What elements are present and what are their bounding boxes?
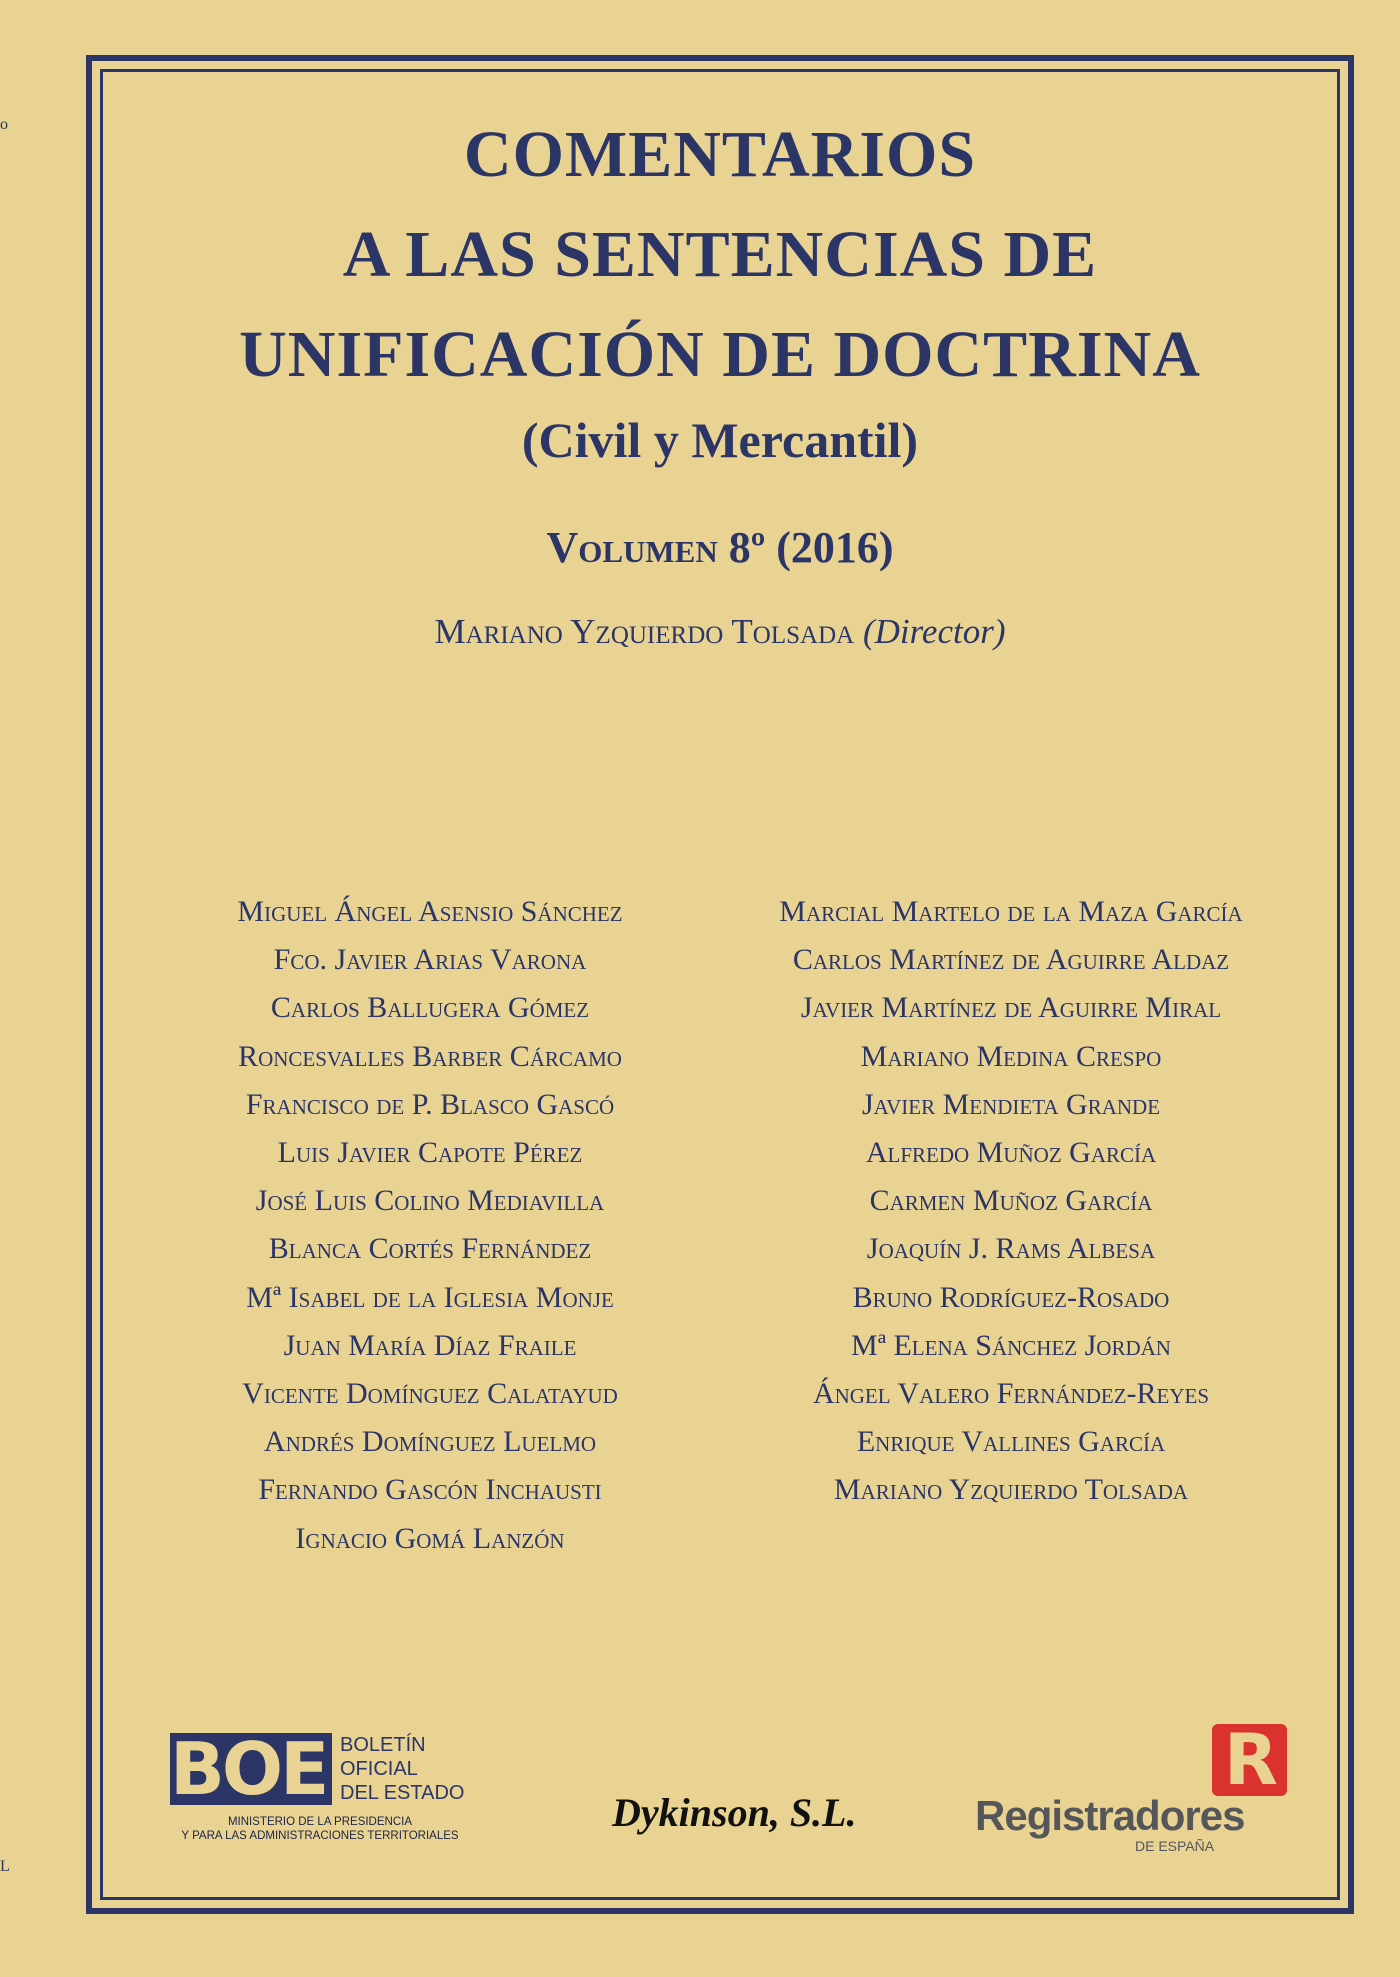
author-name: Enrique Vallines García xyxy=(856,1425,1166,1459)
title-line-2: A LAS SENTENCIAS DE xyxy=(342,218,1098,291)
author-name: Ángel Valero Fernández-Reyes xyxy=(812,1377,1210,1411)
author-name: Alfredo Muñoz García xyxy=(865,1136,1157,1170)
boe-ministry-line-1: MINISTERIO DE LA PRESIDENCIA xyxy=(227,1816,413,1828)
registradores-subtitle: DE ESPAÑA xyxy=(1135,1838,1215,1854)
director-role: (Director) xyxy=(862,612,1006,651)
author-name: Vicente Domínguez Calatayud xyxy=(242,1377,618,1411)
author-name: Javier Martínez de Aguirre Miral xyxy=(800,991,1222,1025)
authors-list-left xyxy=(150,888,710,1563)
book-subtitle: (Civil y Mercantil) xyxy=(521,412,919,468)
author-name: Juan María Díaz Fraile xyxy=(283,1328,577,1362)
boe-name-line-3: DEL ESTADO xyxy=(340,1782,465,1804)
book-title xyxy=(100,105,1340,475)
registradores-mark xyxy=(1212,1719,1287,1801)
author-name: Andrés Domínguez Luelmo xyxy=(263,1425,597,1459)
author-name: Marcial Martelo de la Maza García xyxy=(779,895,1243,928)
author-name: Miguel Ángel Asensio Sánchez xyxy=(237,895,623,928)
author-name: Carlos Martínez de Aguirre Aldaz xyxy=(792,943,1230,977)
volume-label: Volumen 8º (2016) xyxy=(546,523,894,572)
author-name: Mariano Medina Crespo xyxy=(860,1039,1162,1073)
spine-mark-bottom: L xyxy=(0,1858,10,1875)
author-name: Carlos Ballugera Gómez xyxy=(270,991,590,1025)
author-name: Bruno Rodríguez-Rosado xyxy=(852,1280,1170,1314)
author-name: Luis Javier Capote Pérez xyxy=(277,1136,583,1170)
registradores-logo xyxy=(975,1719,1295,1854)
author-name: Ignacio Gomá Lanzón xyxy=(295,1521,565,1555)
author-name: Roncesvalles Barber Cárcamo xyxy=(238,1039,622,1073)
registradores-name: Registradores xyxy=(975,1792,1245,1839)
registradores-r-letter: R xyxy=(1224,1719,1278,1801)
boe-name-line-2: OFICIAL xyxy=(340,1758,418,1780)
spine-mark-top: o xyxy=(0,116,8,133)
title-line-3: UNIFICACIÓN DE DOCTRINA xyxy=(239,318,1201,391)
author-name: Fco. Javier Arias Varona xyxy=(273,943,587,977)
dykinson-logo: Dykinson, S.L. xyxy=(612,1790,857,1835)
author-name: Carmen Muñoz García xyxy=(869,1184,1153,1218)
director-line xyxy=(100,612,1340,652)
director-name: Mariano Yzquierdo Tolsada xyxy=(434,612,855,651)
boe-ministry-line-2: Y PARA LAS ADMINISTRACIONES TERRITORIALES xyxy=(181,1830,459,1842)
boe-name xyxy=(340,1733,464,1805)
author-name: Joaquín J. Rams Albesa xyxy=(866,1232,1156,1266)
boe-name-line-1: BOLETÍN xyxy=(340,1734,426,1756)
author-name: Mariano Yzquierdo Tolsada xyxy=(833,1473,1189,1507)
author-name: Mª Elena Sánchez Jordán xyxy=(851,1328,1171,1362)
author-name: Fernando Gascón Inchausti xyxy=(258,1473,602,1507)
author-name: Javier Mendieta Grande xyxy=(861,1087,1161,1121)
author-name: Francisco de P. Blasco Gascó xyxy=(245,1087,615,1121)
boe-logo xyxy=(170,1727,490,1843)
authors-list-right xyxy=(731,888,1291,1515)
author-name: José Luis Colino Mediavilla xyxy=(255,1184,605,1218)
title-line-1: COMENTARIOS xyxy=(463,118,977,191)
boe-ministry xyxy=(170,1815,470,1843)
boe-mark xyxy=(170,1727,332,1811)
boe-letters: BOE xyxy=(170,1727,327,1811)
author-name: Blanca Cortés Fernández xyxy=(268,1232,592,1266)
author-name: Mª Isabel de la Iglesia Monje xyxy=(246,1280,614,1314)
